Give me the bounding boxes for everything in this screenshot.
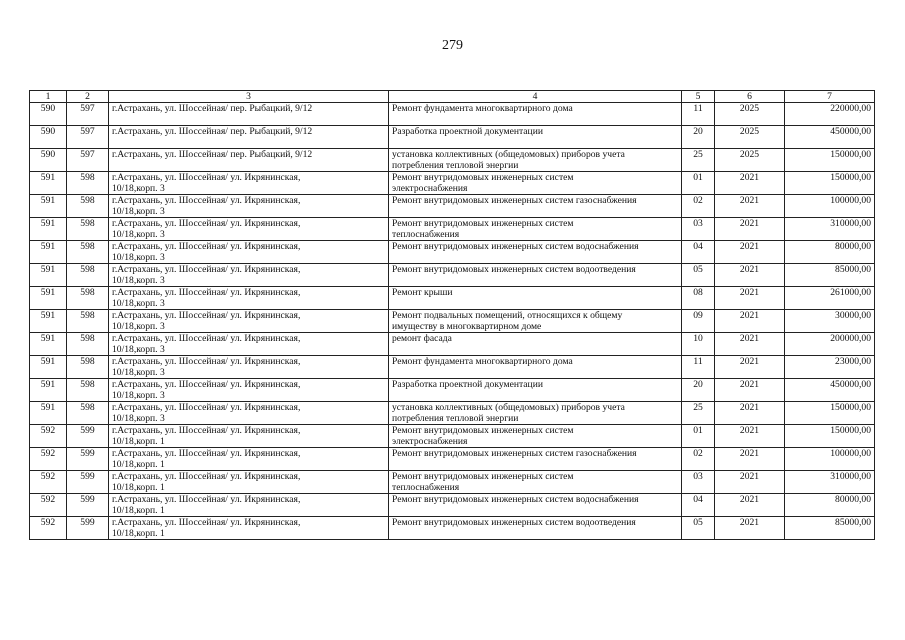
work-code-cell: 08 [682,287,715,310]
index-cell: 591 [30,172,67,195]
table-row [30,356,875,379]
table-row [30,517,875,540]
cost-cell: 261000,00 [785,287,875,310]
house-number-cell: 598 [67,195,109,218]
work-type-cell: Ремонт внутридомовых инженерных систем электроснабжения [389,172,682,195]
address-cell: г.Астрахань, ул. Шоссейная/ ул. Икрянинская, 10/18,корп. 1 [109,425,389,448]
house-number-cell: 599 [67,448,109,471]
table-row [30,103,875,126]
work-code-cell: 04 [682,494,715,517]
house-number-cell: 599 [67,425,109,448]
year-cell: 2025 [715,126,785,149]
house-number-cell: 598 [67,218,109,241]
work-code-cell: 03 [682,471,715,494]
work-type-cell: Ремонт крыши [389,287,682,310]
work-type-cell: Разработка проектной документации [389,126,682,149]
house-number-cell: 598 [67,379,109,402]
table-row [30,126,875,149]
table-body [30,103,875,540]
table-row [30,264,875,287]
table-row [30,471,875,494]
house-number-cell: 597 [67,126,109,149]
table-row [30,287,875,310]
year-cell: 2021 [715,425,785,448]
address-cell: г.Астрахань, ул. Шоссейная/ ул. Икрянинская, 10/18,корп. 1 [109,448,389,471]
cost-cell: 150000,00 [785,172,875,195]
work-type-cell: Ремонт фундамента многоквартирного дома [389,103,682,126]
year-cell: 2021 [715,218,785,241]
work-type-cell: Ремонт внутридомовых инженерных систем теплоснабжения [389,218,682,241]
house-number-cell: 597 [67,149,109,172]
year-cell: 2021 [715,172,785,195]
work-code-cell: 01 [682,172,715,195]
column-header-2: 2 [67,91,109,103]
year-cell: 2021 [715,287,785,310]
year-cell: 2021 [715,494,785,517]
address-cell: г.Астрахань, ул. Шоссейная/ ул. Икрянинская, 10/18,корп. 1 [109,494,389,517]
work-code-cell: 10 [682,333,715,356]
address-cell: г.Астрахань, ул. Шоссейная/ ул. Икрянинская, 10/18,корп. 1 [109,471,389,494]
index-cell: 591 [30,241,67,264]
index-cell: 591 [30,333,67,356]
work-code-cell: 05 [682,264,715,287]
work-code-cell: 25 [682,402,715,425]
index-cell: 592 [30,425,67,448]
address-cell: г.Астрахань, ул. Шоссейная/ ул. Икрянинская, 10/18,корп. 3 [109,287,389,310]
address-cell: г.Астрахань, ул. Шоссейная/ пер. Рыбацкий, 9/12 [109,149,389,172]
house-number-cell: 598 [67,287,109,310]
address-cell: г.Астрахань, ул. Шоссейная/ ул. Икрянинская, 10/18,корп. 3 [109,310,389,333]
house-number-cell: 598 [67,333,109,356]
address-cell: г.Астрахань, ул. Шоссейная/ ул. Икрянинская, 10/18,корп. 3 [109,195,389,218]
year-cell: 2021 [715,333,785,356]
address-cell: г.Астрахань, ул. Шоссейная/ пер. Рыбацкий, 9/12 [109,103,389,126]
cost-cell: 100000,00 [785,448,875,471]
column-header-7: 7 [785,91,875,103]
year-cell: 2021 [715,264,785,287]
column-header-3: 3 [109,91,389,103]
cost-cell: 80000,00 [785,494,875,517]
work-code-cell: 11 [682,103,715,126]
address-cell: г.Астрахань, ул. Шоссейная/ ул. Икрянинская, 10/18,корп. 3 [109,333,389,356]
table-row [30,448,875,471]
table-row [30,402,875,425]
house-number-cell: 598 [67,402,109,425]
address-cell: г.Астрахань, ул. Шоссейная/ ул. Икрянинская, 10/18,корп. 3 [109,241,389,264]
table-row [30,425,875,448]
table-row [30,333,875,356]
table-row [30,310,875,333]
address-cell: г.Астрахань, ул. Шоссейная/ ул. Икрянинская, 10/18,корп. 3 [109,402,389,425]
cost-cell: 150000,00 [785,402,875,425]
year-cell: 2025 [715,149,785,172]
page-number: 279 [442,38,463,53]
year-cell: 2021 [715,448,785,471]
year-cell: 2021 [715,195,785,218]
cost-cell: 310000,00 [785,471,875,494]
work-type-cell: ремонт фасада [389,333,682,356]
index-cell: 592 [30,471,67,494]
work-code-cell: 02 [682,195,715,218]
year-cell: 2021 [715,241,785,264]
cost-cell: 220000,00 [785,103,875,126]
cost-cell: 450000,00 [785,126,875,149]
cost-cell: 200000,00 [785,333,875,356]
year-cell: 2021 [715,517,785,540]
house-number-cell: 599 [67,494,109,517]
index-cell: 591 [30,356,67,379]
address-cell: г.Астрахань, ул. Шоссейная/ ул. Икрянинская, 10/18,корп. 3 [109,379,389,402]
work-type-cell: Ремонт фундамента многоквартирного дома [389,356,682,379]
address-cell: г.Астрахань, ул. Шоссейная/ ул. Икрянинская, 10/18,корп. 3 [109,172,389,195]
cost-cell: 85000,00 [785,264,875,287]
address-cell: г.Астрахань, ул. Шоссейная/ ул. Икрянинская, 10/18,корп. 3 [109,218,389,241]
index-cell: 591 [30,264,67,287]
cost-cell: 85000,00 [785,517,875,540]
index-cell: 591 [30,402,67,425]
work-type-cell: Ремонт внутридомовых инженерных систем водоснабжения [389,241,682,264]
house-number-cell: 599 [67,471,109,494]
year-cell: 2021 [715,356,785,379]
table-row [30,218,875,241]
work-code-cell: 25 [682,149,715,172]
index-cell: 592 [30,448,67,471]
table-row [30,195,875,218]
work-code-cell: 03 [682,218,715,241]
year-cell: 2021 [715,379,785,402]
cost-cell: 450000,00 [785,379,875,402]
work-code-cell: 09 [682,310,715,333]
work-code-cell: 01 [682,425,715,448]
repair-schedule-table [29,90,875,540]
address-cell: г.Астрахань, ул. Шоссейная/ пер. Рыбацкий, 9/12 [109,126,389,149]
cost-cell: 150000,00 [785,149,875,172]
cost-cell: 30000,00 [785,310,875,333]
table-row [30,241,875,264]
cost-cell: 150000,00 [785,425,875,448]
work-type-cell: Разработка проектной документации [389,379,682,402]
index-cell: 591 [30,287,67,310]
cost-cell: 23000,00 [785,356,875,379]
index-cell: 592 [30,494,67,517]
table-header [30,91,875,103]
work-code-cell: 11 [682,356,715,379]
year-cell: 2021 [715,310,785,333]
index-cell: 591 [30,195,67,218]
column-header-5: 5 [682,91,715,103]
index-cell: 590 [30,103,67,126]
house-number-cell: 598 [67,241,109,264]
year-cell: 2021 [715,402,785,425]
house-number-cell: 598 [67,264,109,287]
column-header-4: 4 [389,91,682,103]
work-code-cell: 20 [682,126,715,149]
address-cell: г.Астрахань, ул. Шоссейная/ ул. Икрянинская, 10/18,корп. 3 [109,356,389,379]
house-number-cell: 598 [67,172,109,195]
work-type-cell: установка коллективных (общедомовых) приборов учета потребления тепловой энергии [389,402,682,425]
index-cell: 590 [30,126,67,149]
table-row [30,149,875,172]
work-type-cell: Ремонт внутридомовых инженерных систем газоснабжения [389,448,682,471]
work-type-cell: Ремонт внутридомовых инженерных систем теплоснабжения [389,471,682,494]
house-number-cell: 599 [67,517,109,540]
table-row [30,494,875,517]
house-number-cell: 598 [67,310,109,333]
cost-cell: 80000,00 [785,241,875,264]
work-type-cell: Ремонт внутридомовых инженерных систем водоотведения [389,264,682,287]
house-number-cell: 598 [67,356,109,379]
table-row [30,379,875,402]
work-code-cell: 20 [682,379,715,402]
work-code-cell: 04 [682,241,715,264]
index-cell: 591 [30,218,67,241]
index-cell: 591 [30,379,67,402]
column-header-1: 1 [30,91,67,103]
house-number-cell: 597 [67,103,109,126]
year-cell: 2021 [715,471,785,494]
index-cell: 591 [30,310,67,333]
column-header-6: 6 [715,91,785,103]
work-type-cell: Ремонт внутридомовых инженерных систем водоотведения [389,517,682,540]
work-type-cell: установка коллективных (общедомовых) приборов учета потребления тепловой энергии [389,149,682,172]
address-cell: г.Астрахань, ул. Шоссейная/ ул. Икрянинская, 10/18,корп. 1 [109,517,389,540]
cost-cell: 310000,00 [785,218,875,241]
table-row [30,172,875,195]
address-cell: г.Астрахань, ул. Шоссейная/ ул. Икрянинская, 10/18,корп. 3 [109,264,389,287]
work-type-cell: Ремонт подвальных помещений, относящихся к общему имуществу в многоквартирном доме [389,310,682,333]
work-type-cell: Ремонт внутридомовых инженерных систем водоснабжения [389,494,682,517]
year-cell: 2025 [715,103,785,126]
work-code-cell: 05 [682,517,715,540]
index-cell: 590 [30,149,67,172]
cost-cell: 100000,00 [785,195,875,218]
work-code-cell: 02 [682,448,715,471]
work-type-cell: Ремонт внутридомовых инженерных систем газоснабжения [389,195,682,218]
work-type-cell: Ремонт внутридомовых инженерных систем электроснабжения [389,425,682,448]
header-row [30,91,875,103]
index-cell: 592 [30,517,67,540]
